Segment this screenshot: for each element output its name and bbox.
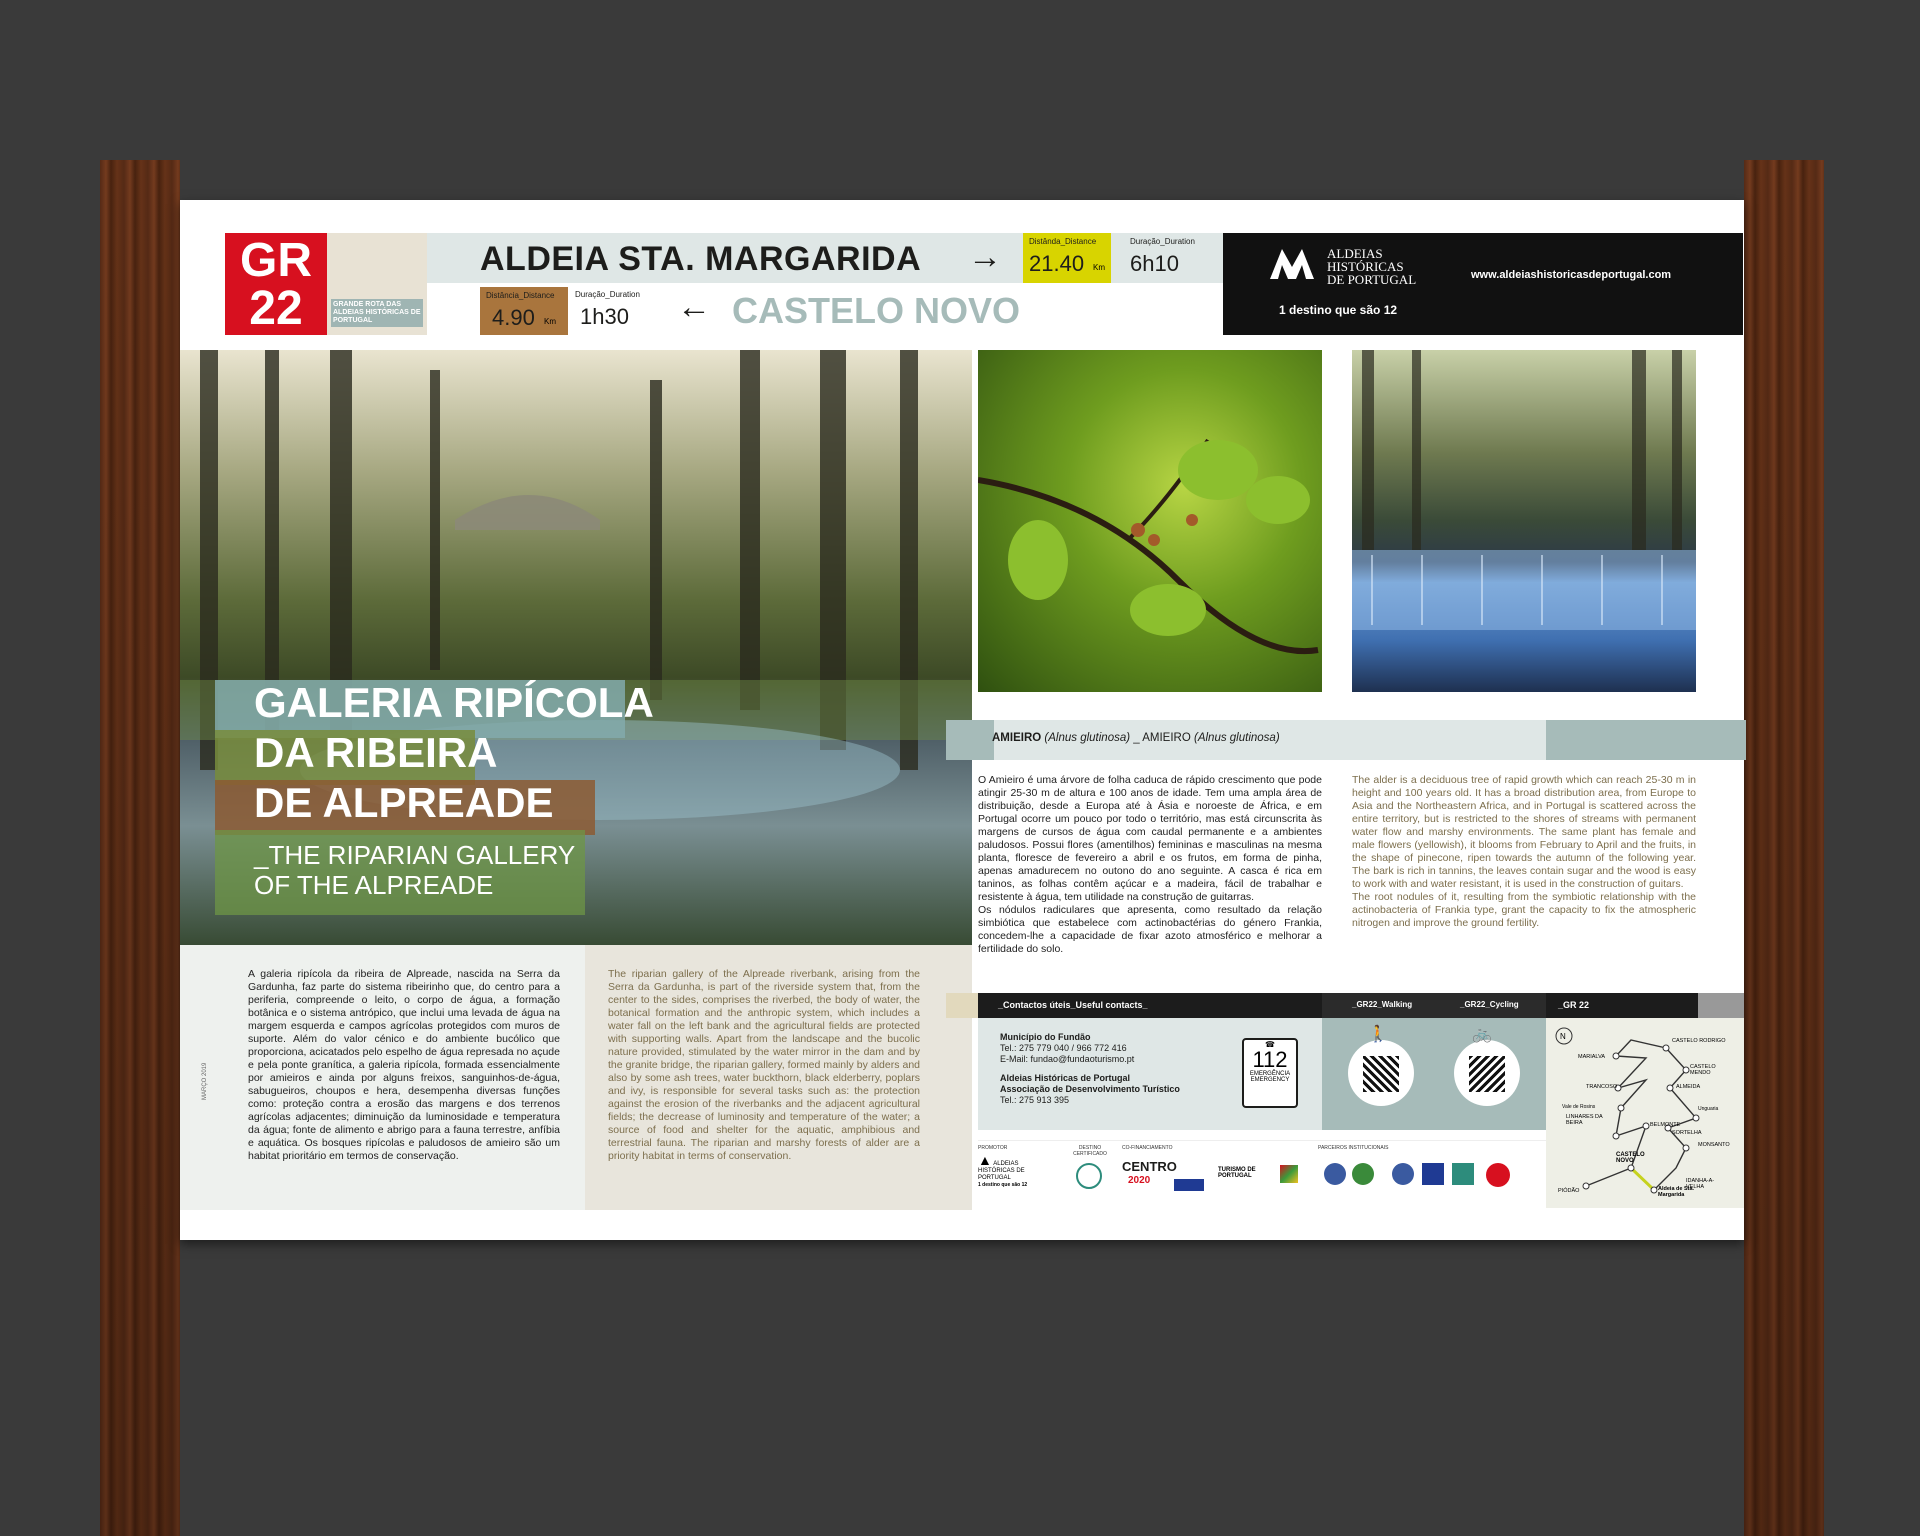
origin-duration-label: Duração_Duration [575, 290, 640, 299]
partner-logo-4-icon [1422, 1163, 1444, 1185]
caption-pt-latin: (Alnus glutinosa) [1044, 732, 1131, 744]
portugal2020-logo: 2020 [1128, 1175, 1151, 1186]
emergency-number: 112 [1252, 1047, 1288, 1072]
waterfall-photo [1352, 350, 1696, 692]
feature-subtitle-line1: _THE RIPARIAN GALLERY [254, 840, 576, 870]
certified-icon [1076, 1163, 1102, 1189]
walking-icon: 🚶 [1368, 1026, 1388, 1043]
partner-seal-1-icon [1324, 1163, 1346, 1185]
wooden-post-right [1744, 160, 1824, 1536]
promoter-label: PROMOTOR [978, 1145, 1008, 1151]
brand-box [1223, 233, 1743, 335]
feature-title-line3: DE ALPREADE [254, 779, 554, 826]
ahp-footer-l3: DE PORTUGAL [978, 1168, 1025, 1181]
ahp-logo-icon [1268, 245, 1316, 281]
partners-label: PARCEIROS INSTITUCIONAIS [1318, 1145, 1389, 1151]
species-caption [992, 732, 1280, 744]
route-code-line1: GR [240, 234, 312, 287]
map-place-almeida: ALMEIDA [1676, 1084, 1701, 1090]
caption-en-name: AMIEIRO [1142, 732, 1191, 744]
route-caption: GRANDE ROTA DAS ALDEIAS HISTÓRICAS DE PORTUGAL [331, 299, 423, 327]
wooden-post-left [100, 160, 180, 1536]
feature-subtitle [254, 840, 575, 900]
org1-tel: Tel.: 275 779 040 / 966 772 416 [1000, 1043, 1127, 1053]
origin-title: CASTELO NOVO [732, 290, 1021, 331]
caption-accent-left [946, 720, 994, 760]
feature-title-line1: GALERIA RIPÍCOLA [254, 679, 654, 726]
org1-email[interactable]: E-Mail: fundao@fundaoturismo.pt [1000, 1054, 1135, 1064]
brand-url[interactable]: www.aldeiashistoricasdeportugal.com [1471, 269, 1672, 281]
cycling-qr[interactable] [1454, 1026, 1520, 1106]
map-header-accent [1698, 993, 1744, 1018]
route-map [1546, 1018, 1744, 1208]
contacts-header: _Contactos úteis_Useful contacts_ [978, 993, 1322, 1018]
ahp-footer-logo: ▲ ALDEIAS HISTÓRICAS DE PORTUGAL 1 destino que são 12 [978, 1157, 1048, 1189]
species-text-pt [978, 774, 1322, 956]
turismo-mark-icon [1280, 1165, 1298, 1183]
emergency-badge [1242, 1038, 1298, 1108]
phone-icon: ☎ [1265, 1040, 1275, 1049]
species-en-p1: The alder is a deciduous tree of rapid growth which can reach 25-30 m in height and 100 years old. It has a broad distribution area, from Europe to Asia and the Northeastern Africa, and in Portugal is scattered across the entire territory, but is restricted to the shores of streams with permanent water flow and marshy environments. The same plant has female and male flowers (yellowish), it blooms from February to April and the fruits, in the shape of pinecone, ripen towards the autumn of the following year. The bark is rich in tannins, the leaves contain sugar and the wood is easy to work with and water resistant, it is used in the construction of guitars. [1352, 774, 1696, 890]
bridge-shape [455, 495, 600, 530]
map-place-castelo-mendo: CASTELO MENDO [1690, 1064, 1716, 1076]
origin-distance-box [480, 287, 568, 335]
map-place-marialva: MARIALVA [1578, 1054, 1605, 1060]
map-place-unguaria: Unguaria [1698, 1106, 1719, 1112]
map-place-castelo-rodrigo: CASTELO RODRIGO [1672, 1038, 1726, 1044]
partner-seal-6-icon [1486, 1163, 1510, 1187]
feature-title [254, 678, 654, 828]
brand-name-line2: HISTÓRICAS [1327, 259, 1404, 274]
map-place-castelo-novo: CASTELO NOVO [1616, 1152, 1645, 1164]
duration-value: 6h10 [1130, 251, 1179, 276]
map-place-piodao: PIÓDÃO [1558, 1188, 1580, 1194]
species-en-p2: The root nodules of it, resulting from the symbiotic relationship with the actinobacteria of Frankia type, grant the capacity to fix the atmospheric nitrogen and improve the ground fertility. [1352, 891, 1696, 929]
map-place-vale-de-rosins: Vale de Rosins [1562, 1104, 1596, 1110]
distance-value: 21.40 [1029, 251, 1085, 276]
org2-name-l2: Associação de Desenvolvimento Turístico [1000, 1084, 1180, 1094]
alder-leaves-photo [978, 350, 1322, 692]
feature-title-line2: DA RIBEIRA [254, 729, 498, 776]
map-place-monsanto: MONSANTO [1698, 1142, 1730, 1148]
ahp-footer-tag: 1 destino que são 12 [978, 1182, 1028, 1188]
route-code-badge [225, 233, 327, 335]
distance-box [1023, 233, 1111, 283]
route-caption-box [327, 233, 427, 335]
map-place-linhares: LINHARES DA BEIRA [1566, 1114, 1603, 1126]
caption-pt-name: AMIEIRO [992, 732, 1042, 744]
brand-name-line3: DE PORTUGAL [1327, 272, 1417, 287]
species-pt-p1: O Amieiro é uma árvore de folha caduca de rápido crescimento que pode atingir 25-30 m de altura e 100 anos de idade. Tem uma ampla área de distribuição, desde a Europa até à Ásia e noroeste de África, e em Portugal ocorre um pouco por todo o território, mas está circunscrita às margens de cursos de água com caudal permanente e a ambientes paludosos. Possui flores (amentilhos) femininas e masculinas na mesma planta, floresce de fevereiro a abril e os frutos, em forma de pinha, apenas amadurecem no outono do ano seguinte. A casca é rica em taninos, as folhas contêm açúcar e a madeira, fácil de trabalhar e resistente à água, tem utilidade na construção de guitarras. [978, 774, 1322, 903]
brand-tagline: 1 destino que são 12 [1279, 303, 1398, 317]
origin-duration-value: 1h30 [580, 304, 629, 329]
alder-branch-illustration [978, 350, 1322, 692]
map-place-idanha: IDANHA-A-VELHA [1686, 1178, 1715, 1190]
eu-flag-icon [1174, 1179, 1204, 1191]
caption-sep: _ [1133, 732, 1140, 744]
distance-label: Distânda_Distance [1029, 237, 1097, 246]
map-header: _GR 22 [1546, 993, 1698, 1018]
species-pt-p2: Os nódulos radiculares que apresenta, como resultado da relação simbiótica que estabelece com actinobactérias do género Frankia, concedem-lhe a capacidade de fixar azoto atmosférico e melhorar a fertilidade do solo. [978, 904, 1322, 955]
centro-logo: CENTRO [1122, 1159, 1177, 1174]
qr-code-icon [1469, 1056, 1505, 1092]
turismo-logo: TURISMO DE PORTUGAL [1218, 1167, 1256, 1179]
brand-name [1327, 247, 1416, 286]
funding-label: CO-FINANCIAMENTO [1122, 1145, 1173, 1151]
origin-distance-label: Distância_Distance [486, 291, 555, 300]
org1-name: Município do Fundão [1000, 1032, 1091, 1042]
partner-seal-3-icon [1392, 1163, 1414, 1185]
arrow-right-icon: → [968, 238, 1002, 276]
route-code-line2: 22 [249, 282, 303, 335]
side-date: MARÇO 2019 [202, 1062, 208, 1100]
map-place-trancoso: TRANCOSO [1586, 1084, 1618, 1090]
partner-seal-2-icon [1352, 1163, 1374, 1185]
origin-distance-unit: Km [544, 317, 556, 326]
info-panel [180, 200, 1744, 1240]
distance-unit: Km [1093, 263, 1105, 272]
body-text-en: The riparian gallery of the Alpreade riverbank, arising from the Serra da Gardunha, is part of the riverside system that, from the center to the sides, comprises the riverbed, the body of water, the botanical formation and the anthropic system, which includes a water fall on the left bank and the agricultural fields are protected with supporting walls. Apart from the landscape and the bucolic nature provided, stimulated by the water mirror in the dam and by the granite bridge, the riparian gallery, formed mainly by alders and also by some ash trees, water buckthorn, black elderberry, poplars and ivy, is responsible for several tasks such as: the protection against the erosion of the riverbanks and the adjacent agricultural fields; the decrease of luminosity and temperature of the water; a source of food and shelter for the aquatic, amphibious and terrestrial fauna. The riparian and marshy forests of alder are a priority habitat in terms of conservation. [608, 968, 920, 1162]
origin-distance-value: 4.90 [492, 305, 535, 330]
emergency-label-1: EMERGÊNCIA [1249, 1071, 1291, 1077]
arrow-left-icon: ← [677, 288, 711, 326]
emergency-label-2: EMERGENCY [1250, 1077, 1290, 1083]
org2-tel: Tel.: 275 913 395 [1000, 1095, 1070, 1105]
feature-subtitle-line2: OF THE ALPREADE [254, 870, 494, 900]
certified-label: DESTINO CERTIFICADO [1073, 1145, 1107, 1157]
ahp-footer-l2: HISTÓRICAS [978, 1168, 1015, 1174]
caption-accent-right [1546, 720, 1746, 760]
duration-label: Duração_Duration [1130, 237, 1195, 246]
map-place-sortelha: SORTELHA [1672, 1130, 1702, 1136]
walking-label: _GR22_Walking [1352, 1000, 1413, 1009]
caption-en-latin: (Alnus glutinosa) [1194, 732, 1280, 744]
org2-name-l1: Aldeias Históricas de Portugal [1000, 1073, 1131, 1083]
ahp-footer-l1: ALDEIAS [993, 1161, 1019, 1167]
sponsor-logos [978, 1140, 1546, 1207]
cycling-label: _GR22_Cycling [1460, 1000, 1519, 1009]
waterfall-illustration [1352, 350, 1696, 692]
walking-qr[interactable] [1348, 1026, 1414, 1106]
partner-logo-5-icon [1452, 1163, 1474, 1185]
svg-text:N: N [1560, 1032, 1566, 1041]
destination-title: ALDEIA STA. MARGARIDA [480, 240, 922, 278]
qr-code-icon [1363, 1056, 1399, 1092]
brand-name-line1: ALDEIAS [1327, 246, 1383, 261]
map-place-sta-margarida: Aldeia de Sta. Margarida [1658, 1186, 1695, 1198]
bicycle-icon: 🚲 [1472, 1026, 1492, 1043]
map-place-belmonte: BELMONTE [1650, 1122, 1681, 1128]
species-text-en [1352, 774, 1696, 930]
body-text-pt: A galeria ripícola da ribeira de Alpreade, nascida na Serra da Gardunha, faz parte do sistema ribeirinho que, do centro para a periferia, compreende o leito, o corpo de água, a formação botânica e o sistema antrópico, que inclui uma levada de água na margem esquerda e campos agrícolas protegidos com muros de suporte. Além do valor cénico e do ambiente bucólico que proporciona, acicatados pelo espelho de água represada no açude e pela ponte granítica, a galeria ripícola, formada essencialmente por amieiros e ainda por alguns freixos, sanguinhos-de-água, sabugueiros, choupos e hera, desempenha diversas funções como: proteção contra a erosão das margens e dos terrenos agrícolas adjacentes; diminuição da luminosidade e temperatura da água; fonte de alimento e abrigo para a fauna terrestre, anfíbia e aquática. Os bosques ripícolas e paludosos de amieiro são um habitat prioritário em termos de conservação. [248, 968, 560, 1162]
contacts-text [1000, 1032, 1180, 1106]
